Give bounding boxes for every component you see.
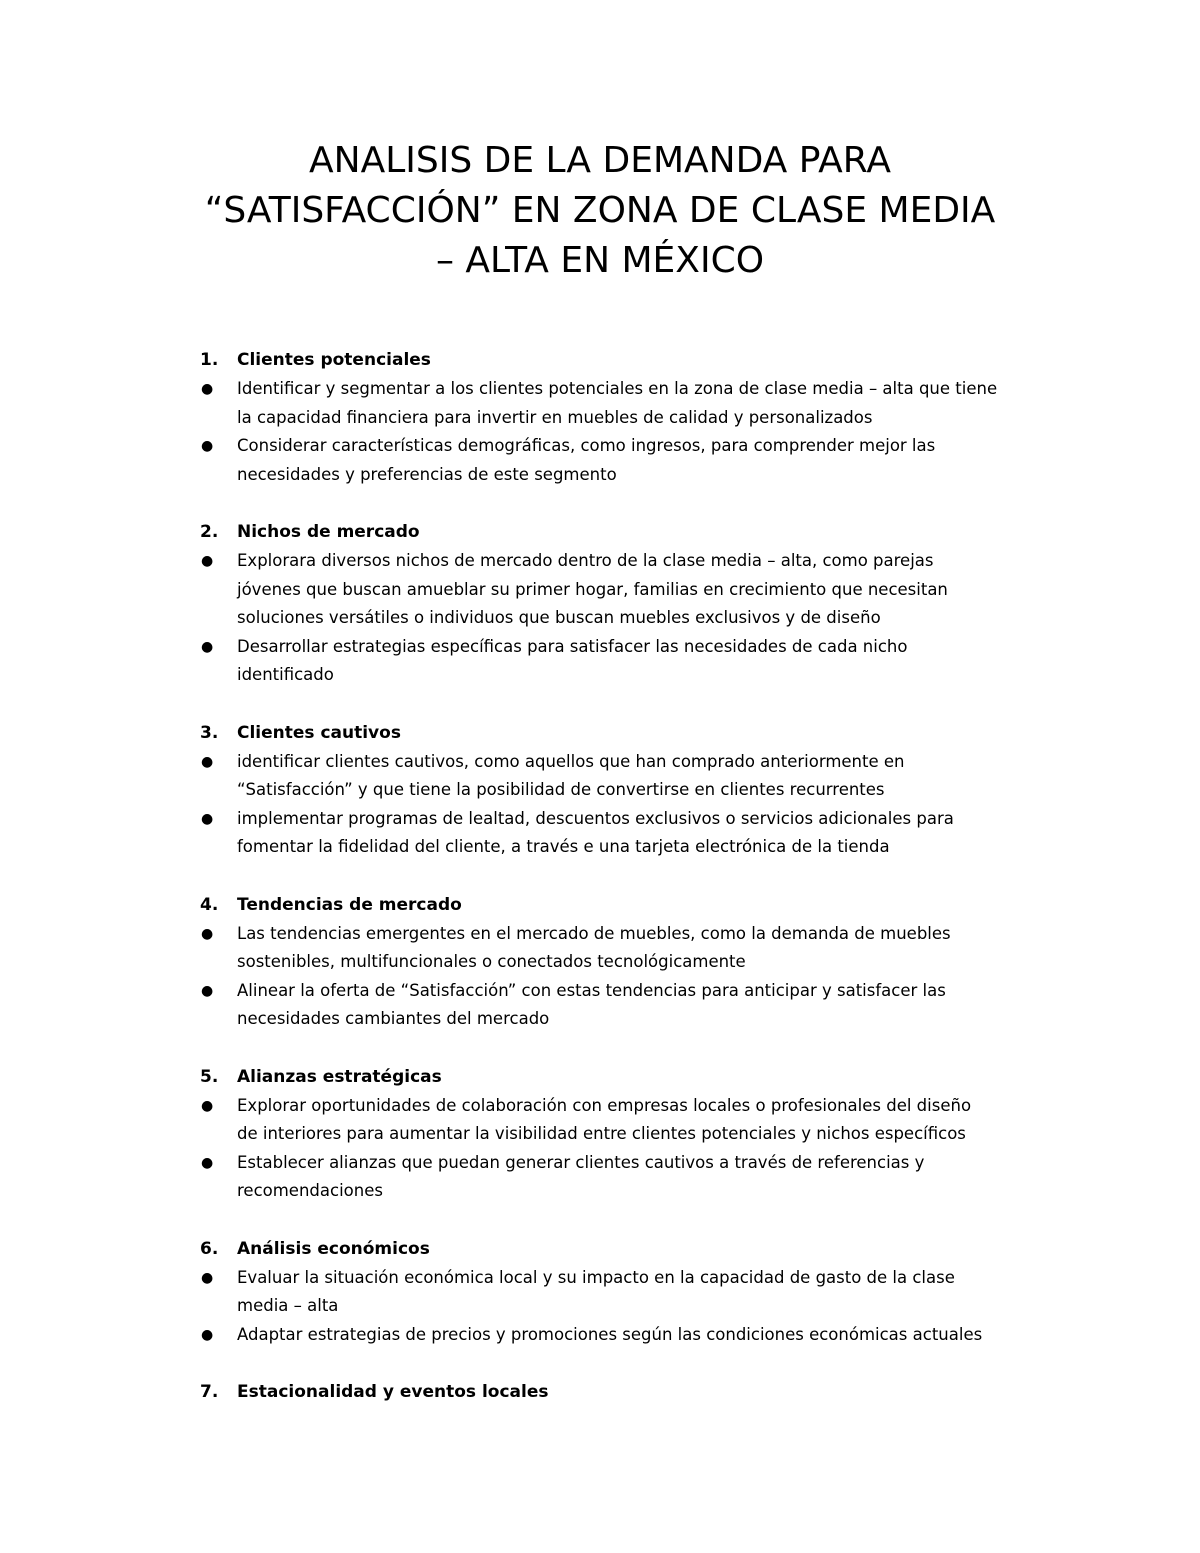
section-heading-text: Tendencias de mercado <box>237 894 462 915</box>
bullet-dot-icon: ● <box>201 925 214 942</box>
bullet-dot-icon: ● <box>201 381 214 397</box>
bullet-line: media – alta <box>237 1296 339 1315</box>
bullet-item <box>200 920 1050 977</box>
bullet-text <box>237 432 1050 489</box>
bullet-dot-icon: ● <box>201 982 214 999</box>
bullet-dot-icon: ● <box>201 1326 214 1343</box>
section-list <box>200 345 1050 1435</box>
bullet-text <box>237 1321 1050 1350</box>
bullet-line: fomentar la fidelidad del cliente, a través e una tarjeta electrónica de la tienda <box>237 837 890 856</box>
section <box>200 1377 1050 1407</box>
bullet-line: Alinear la oferta de “Satisfacción” con estas tendencias para anticipar y satisfacer las <box>237 980 946 1000</box>
bullet-text <box>237 805 1050 862</box>
bullet-dot-icon: ● <box>201 1097 214 1114</box>
bullet-line: necesidades y preferencias de este segmento <box>237 464 617 484</box>
section-heading-text: Análisis económicos <box>237 1238 430 1259</box>
bullet-text <box>237 977 1050 1034</box>
bullet-line: recomendaciones <box>237 1181 383 1200</box>
bullet-text <box>237 1092 1050 1149</box>
bullet-line: identificar clientes cautivos, como aquellos que han comprado anteriormente en <box>237 751 905 771</box>
title-line: ANALISIS DE LA DEMANDA PARA <box>309 140 891 181</box>
title-line: “SATISFACCIÓN” EN ZONA DE CLASE MEDIA <box>204 190 996 231</box>
bullet-item <box>200 375 1050 432</box>
section-number: 5. <box>200 1066 219 1087</box>
section <box>200 1234 1050 1350</box>
bullet-text <box>237 1149 1050 1206</box>
bullet-item <box>200 1149 1050 1206</box>
bullet-line: Explorara diversos nichos de mercado dentro de la clase media – alta, como parejas <box>237 551 934 570</box>
bullet-line: la capacidad financiera para invertir en muebles de calidad y personalizados <box>237 407 873 427</box>
bullet-dot-icon: ● <box>201 553 214 569</box>
section-number: 7. <box>200 1382 219 1402</box>
bullet-item <box>200 432 1050 489</box>
bullet-line: Establecer alianzas que puedan generar clientes cautivos a través de referencias y <box>237 1152 925 1172</box>
section-number: 1. <box>200 350 219 370</box>
bullet-text <box>237 547 1050 633</box>
bullet-item <box>200 1092 1050 1149</box>
bullet-text <box>237 920 1050 977</box>
bullet-item <box>200 805 1050 862</box>
section-heading <box>200 517 1050 547</box>
bullet-line: Adaptar estrategias de precios y promociones según las condiciones económicas actuales <box>237 1324 983 1344</box>
section-heading-text: Estacionalidad y eventos locales <box>237 1382 549 1402</box>
bullet-line: de interiores para aumentar la visibilidad entre clientes potenciales y nichos específicos <box>237 1124 966 1143</box>
bullet-line: Las tendencias emergentes en el mercado de muebles, como la demanda de muebles <box>237 923 951 943</box>
section <box>200 345 1050 489</box>
bullet-line: “Satisfacción” y que tiene la posibilidad de convertirse en clientes recurrentes <box>237 780 885 799</box>
bullet-line: sostenibles, multifuncionales o conectados tecnológicamente <box>237 952 746 971</box>
bullet-text <box>237 1264 1050 1321</box>
section-number: 3. <box>200 722 219 743</box>
section-number: 4. <box>200 894 219 915</box>
section-heading <box>200 1377 1050 1407</box>
bullet-dot-icon: ● <box>201 638 214 655</box>
document-title <box>150 136 1050 286</box>
bullet-line: identificado <box>237 665 334 684</box>
bullet-dot-icon: ● <box>201 438 214 454</box>
bullet-text <box>237 633 1050 690</box>
section-heading-text: Clientes cautivos <box>237 722 401 743</box>
bullet-line: jóvenes que buscan amueblar su primer hogar, familias en crecimiento que necesitan <box>237 579 948 599</box>
section-heading-text: Clientes potenciales <box>237 350 431 370</box>
section <box>200 1062 1050 1206</box>
bullet-line: implementar programas de lealtad, descuentos exclusivos o servicios adicionales para <box>237 808 954 828</box>
section-heading <box>200 345 1050 375</box>
bullet-line: necesidades cambiantes del mercado <box>237 1009 550 1028</box>
bullet-line: soluciones versátiles o individuos que buscan muebles exclusivos y de diseño <box>237 608 881 627</box>
bullet-line: Evaluar la situación económica local y su impacto en la capacidad de gasto de la clase <box>237 1267 955 1287</box>
bullet-item <box>200 748 1050 805</box>
section-heading-text: Nichos de mercado <box>237 522 420 542</box>
section-heading <box>200 890 1050 920</box>
bullet-text <box>237 375 1050 432</box>
bullet-item <box>200 547 1050 633</box>
section-number: 6. <box>200 1238 219 1259</box>
bullet-item <box>200 1321 1050 1350</box>
bullet-item <box>200 633 1050 690</box>
bullet-dot-icon: ● <box>201 753 214 770</box>
bullet-dot-icon: ● <box>201 1154 214 1171</box>
bullet-dot-icon: ● <box>201 810 214 827</box>
section <box>200 890 1050 1034</box>
bullet-text <box>237 748 1050 805</box>
section-number: 2. <box>200 522 219 542</box>
bullet-item <box>200 1264 1050 1321</box>
section-heading <box>200 718 1050 748</box>
section <box>200 517 1050 690</box>
bullet-line: Explorar oportunidades de colaboración con empresas locales o profesionales del diseño <box>237 1095 972 1115</box>
bullet-line: Desarrollar estrategias específicas para satisfacer las necesidades de cada nicho <box>237 636 908 656</box>
section-heading-text: Alianzas estratégicas <box>237 1066 442 1087</box>
section-heading <box>200 1234 1050 1264</box>
title-line: – ALTA EN MÉXICO <box>435 240 765 281</box>
bullet-line: Considerar características demográficas, como ingresos, para comprender mejor las <box>237 436 936 455</box>
bullet-dot-icon: ● <box>201 1269 214 1286</box>
section <box>200 718 1050 862</box>
section-heading <box>200 1062 1050 1092</box>
bullet-item <box>200 977 1050 1034</box>
bullet-line: Identificar y segmentar a los clientes potenciales en la zona de clase media – alta que tiene <box>237 379 998 398</box>
